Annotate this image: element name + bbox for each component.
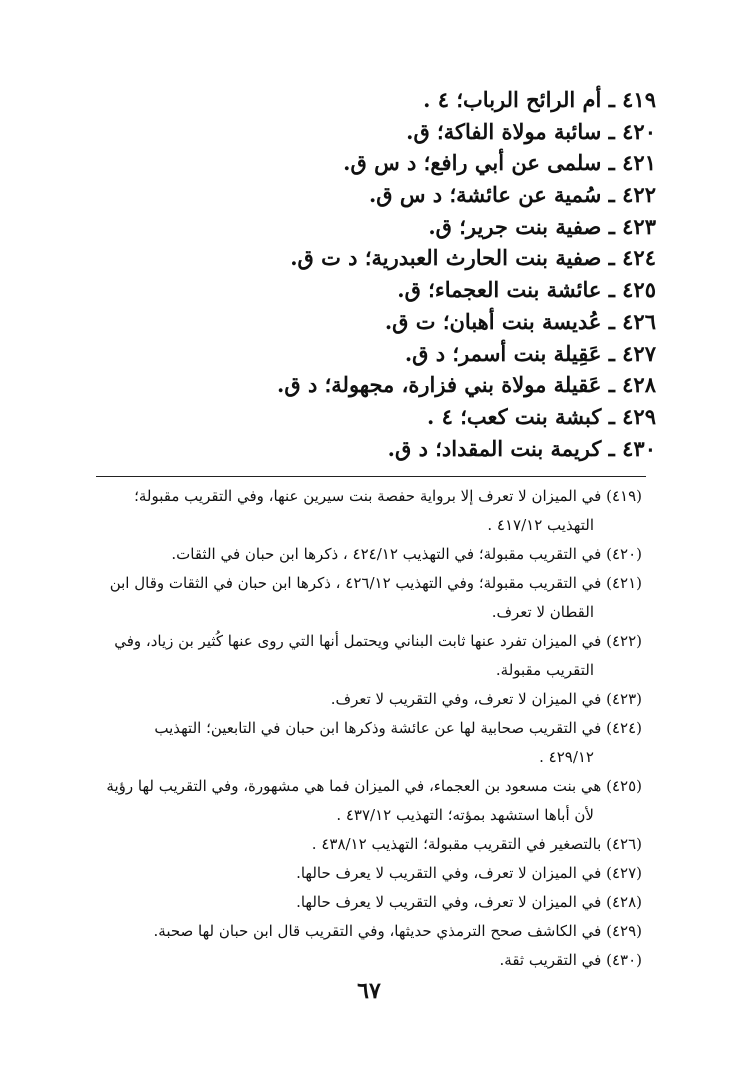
footnote-divider bbox=[96, 476, 646, 477]
entry-429: ٤٢٩ ـ كبشة بنت كعب؛ ٤ . bbox=[426, 403, 656, 429]
footnote-text: (٤٢٤) في التقريب صحابية لها عن عائشة وذكرها ابن حبان في التابعين؛ التهذيب bbox=[154, 719, 642, 737]
footnote-424 bbox=[92, 714, 642, 772]
footnote-419 bbox=[92, 482, 642, 540]
footnote-text: (٤٢٦) بالتصغير في التقريب مقبولة؛ التهذيب ٤٣٨/١٢ . bbox=[311, 835, 642, 853]
entry-427: ٤٢٧ ـ عَقِيلة بنت أسمر؛ د ق. bbox=[404, 340, 656, 366]
entry-423: ٤٢٣ ـ صفية بنت جرير؛ ق. bbox=[428, 213, 656, 239]
footnote-continuation: لأن أباها استشهد بمؤته؛ التهذيب ٤٣٧/١٢ . bbox=[336, 806, 594, 824]
footnote-text: (٤٢٧) في الميزان لا تعرف، وفي التقريب لا يعرف حالها. bbox=[296, 864, 642, 882]
footnote-422 bbox=[92, 627, 642, 685]
footnote-423 bbox=[92, 685, 642, 714]
footnote-continuation: التهذيب ٤١٧/١٢ . bbox=[487, 516, 594, 534]
entry-425: ٤٢٥ ـ عائشة بنت العجماء؛ ق. bbox=[397, 277, 656, 303]
footnote-list bbox=[92, 482, 642, 975]
footnote-429 bbox=[92, 917, 642, 946]
entry-422: ٤٢٢ ـ سُمية عن عائشة؛ د س ق. bbox=[368, 182, 656, 208]
footnote-text: (٤١٩) في الميزان لا تعرف إلا برواية حفصة بنت سيرين عنها، وفي التقريب مقبولة؛ bbox=[134, 487, 642, 505]
footnote-continuation: ٤٢٩/١٢ . bbox=[539, 748, 594, 766]
footnote-text: (٤٢٣) في الميزان لا تعرف، وفي التقريب لا تعرف. bbox=[330, 690, 642, 708]
footnote-428 bbox=[92, 888, 642, 917]
footnote-426 bbox=[92, 830, 642, 859]
entry-426: ٤٢٦ ـ عُديسة بنت أهبان؛ ت ق. bbox=[384, 308, 656, 334]
footnote-420 bbox=[92, 540, 642, 569]
entry-list bbox=[96, 84, 656, 464]
footnote-text: (٤٢٠) في التقريب مقبولة؛ في التهذيب ٤٢٤/١٢ ، ذكرها ابن حبان في الثقات. bbox=[171, 545, 642, 563]
footnote-text: (٤٢٥) هي بنت مسعود بن العجماء، في الميزان فما هي مشهورة، وفي التقريب لها رؤية bbox=[106, 777, 642, 795]
page-number: ٦٧ bbox=[357, 978, 381, 1004]
footnote-continuation: القطان لا تعرف. bbox=[491, 603, 594, 621]
entry-424: ٤٢٤ ـ صفية بنت الحارث العبدرية؛ د ت ق. bbox=[290, 245, 656, 271]
footnote-427 bbox=[92, 859, 642, 888]
entry-428: ٤٢٨ ـ عَقيلة مولاة بني فزارة، مجهولة؛ د ق. bbox=[277, 372, 656, 398]
footnote-text: (٤٢٩) في الكاشف صحح الترمذي حديثها، وفي التقريب قال ابن حبان لها صحبة. bbox=[153, 922, 642, 940]
footnote-text: (٤٢١) في التقريب مقبولة؛ وفي التهذيب ٤٢٦/١٢ ، ذكرها ابن حبان في الثقات وقال ابن bbox=[109, 574, 642, 592]
footnote-430 bbox=[92, 946, 642, 975]
footnote-text: (٤٣٠) في التقريب ثقة. bbox=[499, 951, 642, 969]
footnote-continuation: التقريب مقبولة. bbox=[495, 661, 594, 679]
entry-430: ٤٣٠ ـ كريمة بنت المقداد؛ د ق. bbox=[387, 435, 656, 461]
footnote-text: (٤٢٢) في الميزان تفرد عنها ثابت البناني ويحتمل أنها التي روى عنها كُثير بن زياد، وفي bbox=[114, 632, 642, 650]
footnote-425 bbox=[92, 772, 642, 830]
entry-421: ٤٢١ ـ سلمى عن أبي رافع؛ د س ق. bbox=[343, 150, 656, 176]
entry-420: ٤٢٠ ـ سائبة مولاة الفاكة؛ ق. bbox=[406, 118, 656, 144]
entry-419: ٤١٩ ـ أم الرائح الرباب؛ ٤ . bbox=[423, 87, 656, 112]
footnote-text: (٤٢٨) في الميزان لا تعرف، وفي التقريب لا يعرف حالها. bbox=[296, 893, 642, 911]
footnote-421 bbox=[92, 569, 642, 627]
